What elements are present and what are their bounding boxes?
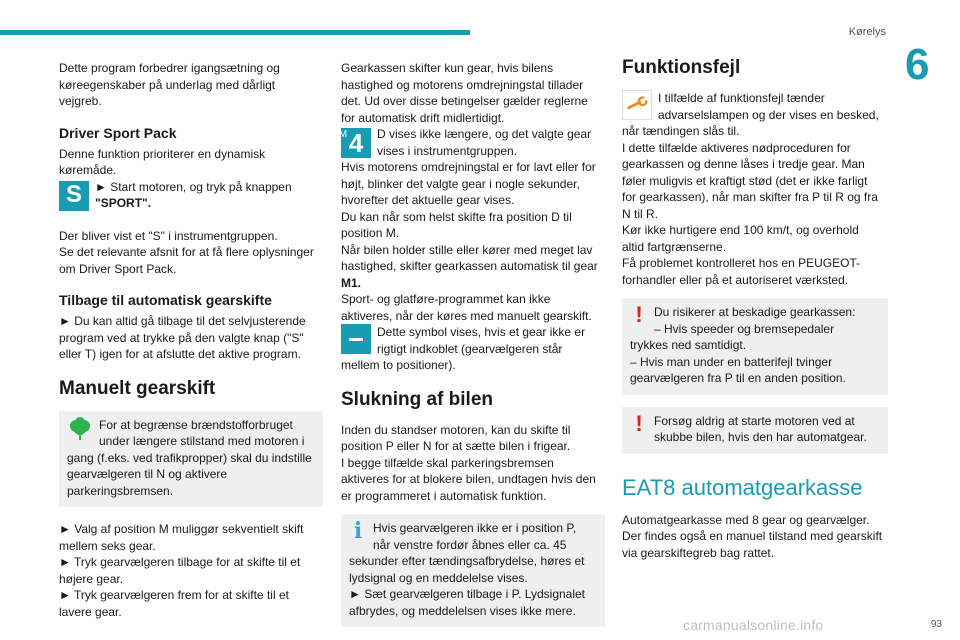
- dash-line: Dette symbol vises, hvis et gear ikke er: [377, 325, 586, 339]
- auto-line: eller T) igen for at afslutte det aktive program.: [59, 347, 301, 361]
- info-line: lydsignal og en meddelelse vises.: [349, 570, 528, 585]
- dsp-after-line: om Driver Sport Pack.: [59, 261, 177, 276]
- warning-note-1: [622, 298, 888, 395]
- eat8-line: via gearskiftegreb bag rattet.: [622, 545, 775, 560]
- dsp-step-line: "SPORT".: [95, 196, 152, 210]
- warn-line: gearvælgeren fra P til en anden position.: [630, 371, 846, 385]
- warning-icon: !: [635, 302, 643, 327]
- manual-step-line: ► Valg af position M muliggør sekventielt skift: [59, 522, 304, 536]
- header-accent-bar: [0, 30, 470, 35]
- eat8-line: Der findes også en manuel tilstand med gearskift: [622, 529, 883, 543]
- wrench-warning-icon: [622, 90, 652, 120]
- stop-line: position P eller N for at sætte bilen i frigear.: [341, 439, 571, 453]
- sport-s-icon: S: [59, 181, 89, 211]
- column-1: [59, 60, 323, 620]
- warn-line: Forsøg aldrig at starte motoren ved at: [654, 413, 855, 428]
- eco-line: gearvælgeren til N og aktivere: [67, 467, 228, 481]
- heading-stopping: Slukning af bilen: [341, 388, 494, 410]
- body-line: Når bilen holder stille eller kører med meget lav: [341, 242, 593, 257]
- dsp-line: køremåde.: [59, 163, 117, 177]
- heading-driver-sport-pack: Driver Sport Pack: [59, 124, 177, 141]
- manual-step-line: ► Tryk gearvælgeren frem for at skifte til et: [59, 588, 289, 602]
- intro-line: vejgreb.: [59, 94, 102, 108]
- gear-not-engaged-icon: [341, 324, 371, 354]
- chapter-number: 6: [905, 40, 930, 89]
- intro-line: det. Ud over disse betingelser gælder reglerne: [341, 94, 588, 108]
- stop-line: er programmeret i automatisk funktion.: [341, 488, 547, 503]
- auto-line: program ved at trykke på den valgte knap ("S": [59, 330, 304, 345]
- stop-line: aktiveres for at blokere bilen, undtagen hvis den: [341, 472, 596, 486]
- dash-line: mellem to positioner).: [341, 358, 456, 372]
- warn-line: – Hvis man under en batterifejl tvinger: [630, 354, 833, 369]
- manual-step-line: højere gear.: [59, 571, 124, 586]
- stop-line: Inden du standser motoren, kan du skifte til: [341, 422, 571, 437]
- eco-leaf-icon: [67, 417, 93, 441]
- section-title: Kørelys: [848, 26, 886, 38]
- info-line: ► Sæt gearvælgeren tilbage i P. Lydsignalet: [349, 587, 586, 601]
- watermark: carmanualsonline.info: [683, 617, 824, 633]
- body-line: Du kan når som helst skifte fra position D til: [341, 209, 572, 224]
- fault-row: [622, 90, 888, 123]
- intro-line: hastighed og motorens omdrejningstal tillader: [341, 77, 584, 92]
- body-line: M1.: [341, 275, 362, 290]
- gear-display-row: [338, 126, 605, 159]
- body-line: hastighed, skifter gearkassen automatisk til gear: [341, 259, 598, 273]
- warn-line: skubbe bilen, hvis den har automatgear.: [654, 430, 867, 444]
- warn-line: trykkes ned samtidigt.: [630, 338, 747, 352]
- info-line: afbrydes, og meddelelsen vises ikke mere.: [349, 603, 576, 618]
- dsp-line: Denne funktion prioriterer en dynamisk: [59, 146, 266, 161]
- column-2: [338, 60, 605, 633]
- info-line: sekunder efter tændingsafbrydelse, høres et: [349, 554, 585, 568]
- warning-icon: !: [635, 410, 643, 436]
- column-3: [622, 57, 888, 561]
- eco-line: gang (f.eks. ved trafikpropper) skal du indstille: [67, 450, 312, 465]
- dash-line: rigtigt indkoblet (gearvælgeren står: [377, 341, 563, 356]
- fault-line: N til R.: [622, 206, 658, 221]
- eco-line: under længere stilstand med motoren i: [99, 434, 305, 448]
- eco-line: parkeringsbremsen.: [67, 483, 174, 498]
- dsp-step: [59, 179, 323, 212]
- heading-manual-shift: Manuelt gearskift: [59, 377, 216, 399]
- eat8-line: Automatgearkasse med 8 gear og gearvælger.: [622, 512, 870, 527]
- heading-eat8: EAT8 automatgearkasse: [622, 474, 863, 500]
- page-number: 93: [930, 619, 942, 630]
- intro-line: Gearkassen skifter kun gear, hvis bilens: [341, 61, 554, 75]
- fault-line: for gearkassen), når man skifter fra P til R og fra: [622, 190, 878, 204]
- body-line: aktiveres, når der køres med manuelt gearskift.: [341, 308, 592, 323]
- fault-line: gearkassen og denne låses i tredje gear. Man: [622, 157, 865, 171]
- fault-line: advarselslampen og der vises en besked,: [658, 107, 879, 122]
- manual-step-line: ► Tryk gearvælgeren tilbage for at skifte til et: [59, 555, 301, 569]
- body-line: position M.: [341, 226, 400, 240]
- body-line: Sport- og glatføre-programmet kan ikke: [341, 292, 551, 306]
- stop-line: I begge tilfælde skal parkeringsbremsen: [341, 455, 554, 470]
- d-line: vises i instrumentgruppen.: [377, 143, 518, 158]
- heading-auto-shift: Tilbage til automatisk gearskifte: [59, 292, 272, 308]
- d-line: D vises ikke længere, og det valgte gear: [377, 127, 592, 141]
- info-icon: i: [353, 518, 363, 544]
- gear-fault-row: [341, 324, 605, 357]
- warn-line: – Hvis speeder og bremsepedaler: [654, 321, 835, 336]
- intro-line: for automatisk drift midlertidigt.: [341, 110, 505, 125]
- body-line: højt, blinker det valgte gear i nogle sekunder,: [341, 176, 580, 191]
- manual-step-line: mellem seks gear.: [59, 538, 156, 553]
- eco-line: For at begrænse brændstofforbruget: [99, 417, 293, 432]
- fault-line: altid fartgrænserne.: [622, 239, 727, 254]
- dsp-after-line: Se det relevante afsnit for at få flere oplysninger: [59, 245, 314, 259]
- manual-step-line: lavere gear.: [59, 604, 122, 619]
- info-line: Hvis gearvælgeren ikke er i position P,: [373, 521, 577, 535]
- fault-line: når tændingen slås til.: [622, 124, 740, 138]
- dsp-step-line: ► Start motoren, og tryk på knappen: [95, 179, 292, 194]
- heading-malfunction: Funktionsfejl: [622, 57, 741, 78]
- info-line: når venstre fordør åbnes eller ca. 45: [373, 537, 567, 552]
- auto-line: ► Du kan altid gå tilbage til det selvjusterende: [59, 314, 306, 328]
- intro-line: Dette program forbedrer igangsætning og: [59, 61, 280, 75]
- eco-note: [59, 411, 323, 508]
- fault-line: forhandler eller på et autoriseret værksted.: [622, 272, 849, 287]
- intro-line: køreegenskaber på underlag med dårligt: [59, 77, 276, 92]
- warning-note-2: [622, 407, 888, 454]
- fault-line: Kør ikke hurtigere end 100 km/t, og overhold: [622, 223, 859, 237]
- fault-line: føler muligvis et kraftigt stød (det er ikke farligt: [622, 173, 868, 188]
- fault-line: I dette tilfælde aktiveres nødproceduren for: [622, 140, 851, 155]
- info-note: [341, 514, 605, 627]
- fault-line: I tilfælde af funktionsfejl tænder: [658, 91, 825, 105]
- manual-gear-4-icon: M 4: [341, 128, 371, 158]
- body-line: hvorefter det aktuelle gear vises.: [341, 193, 515, 207]
- body-line: Hvis motorens omdrejningstal er for lavt eller for: [341, 160, 596, 174]
- dsp-after-line: Der bliver vist et "S" i instrumentgruppen.: [59, 228, 278, 243]
- warn-line: Du risikerer at beskadige gearkassen:: [654, 305, 856, 319]
- fault-line: Få problemet kontrolleret hos en PEUGEOT-: [622, 256, 861, 270]
